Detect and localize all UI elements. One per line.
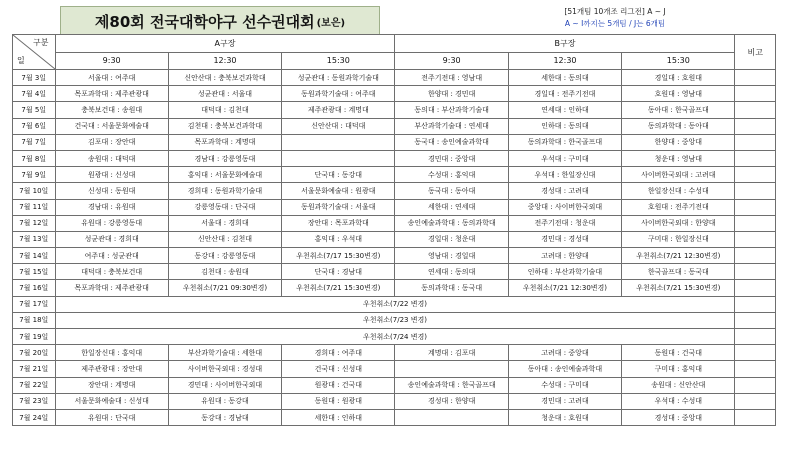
match-cell: 유원대 : 강릉영동대 bbox=[55, 215, 168, 231]
date-cell: 7월 11일 bbox=[13, 199, 56, 215]
match-cell: 한양대 : 경민대 bbox=[395, 86, 508, 102]
remarks-cell bbox=[735, 345, 776, 361]
match-cell: 경일대 : 청운대 bbox=[395, 231, 508, 247]
match-cell: 우석대 : 구미대 bbox=[508, 150, 621, 166]
match-cell: 장안대 : 목포과학대 bbox=[282, 215, 395, 231]
match-cell: 신안산대 : 김천대 bbox=[168, 231, 281, 247]
match-cell: 건국대 : 서울문화예술대 bbox=[55, 118, 168, 134]
time-header: 9:30 bbox=[395, 52, 508, 70]
match-cell: 경성대 : 한양대 bbox=[395, 393, 508, 409]
match-cell: 호원대 : 전주기전대 bbox=[622, 199, 735, 215]
match-cell: 서울대 : 여주대 bbox=[55, 70, 168, 86]
time-header: 12:30 bbox=[508, 52, 621, 70]
match-cell: 원광대 : 건국대 bbox=[282, 377, 395, 393]
match-cell: 성균관대 : 서울대 bbox=[168, 86, 281, 102]
match-cell: 홍익대 : 서울문화예술대 bbox=[168, 167, 281, 183]
match-cell: 목포과학대 : 제주관광대 bbox=[55, 280, 168, 296]
match-cell: 경일대 : 전주기전대 bbox=[508, 86, 621, 102]
time-header: 15:30 bbox=[282, 52, 395, 70]
schedule-table bbox=[12, 34, 776, 426]
table-row bbox=[13, 199, 776, 215]
match-cell: 동원대 : 건국대 bbox=[622, 345, 735, 361]
table-row bbox=[13, 345, 776, 361]
match-cell: 청운대 : 영남대 bbox=[622, 150, 735, 166]
match-cell: 한일장신대 : 홍익대 bbox=[55, 345, 168, 361]
match-cell: 동국대 : 동아대 bbox=[395, 183, 508, 199]
date-cell: 7월 9일 bbox=[13, 167, 56, 183]
match-cell: 강릉영동대 : 단국대 bbox=[168, 199, 281, 215]
match-cell: 성균관대 : 동원과학기술대 bbox=[282, 70, 395, 86]
remarks-cell bbox=[735, 102, 776, 118]
league-note: [51개팀 10개조 리그전] A ~ J bbox=[564, 7, 666, 16]
remarks-cell bbox=[735, 183, 776, 199]
match-cell: 서울문화예술대 : 원광대 bbox=[282, 183, 395, 199]
match-cell: 인하대 : 동의대 bbox=[508, 118, 621, 134]
match-cell: 부산과학기술대 : 세한대 bbox=[168, 345, 281, 361]
remarks-cell bbox=[735, 70, 776, 86]
date-cell: 7월 6일 bbox=[13, 118, 56, 134]
match-cell: 장안대 : 계명대 bbox=[55, 377, 168, 393]
match-cell: 구미대 : 홍익대 bbox=[622, 361, 735, 377]
match-cell: 한국골프대 : 동국대 bbox=[622, 264, 735, 280]
remarks-cell bbox=[735, 215, 776, 231]
date-cell: 7월 14일 bbox=[13, 248, 56, 264]
match-cell: 서울대 : 경희대 bbox=[168, 215, 281, 231]
match-cell: 유원대 : 동강대 bbox=[168, 393, 281, 409]
match-cell: 송원대 : 대덕대 bbox=[55, 150, 168, 166]
match-cell: 여주대 : 성균관대 bbox=[55, 248, 168, 264]
table-row bbox=[13, 361, 776, 377]
match-cell: 제주관광대 : 장안대 bbox=[55, 361, 168, 377]
table-row bbox=[13, 377, 776, 393]
match-cell: 동국대 : 송인예술과학대 bbox=[395, 134, 508, 150]
match-cell: 동원과학기술대 : 여주대 bbox=[282, 86, 395, 102]
match-cell: 전주기전대 : 영남대 bbox=[395, 70, 508, 86]
match-cell: 인하대 : 부산과학기술대 bbox=[508, 264, 621, 280]
match-cell: 수성대 : 홍익대 bbox=[395, 167, 508, 183]
match-cell: 동의과학대 : 동아대 bbox=[622, 118, 735, 134]
table-row bbox=[13, 183, 776, 199]
match-cell: 동원과학기술대 : 서울대 bbox=[282, 199, 395, 215]
match-cell: 충북보건대 : 송원대 bbox=[55, 102, 168, 118]
match-cell: 부산과학기술대 : 연세대 bbox=[395, 118, 508, 134]
date-cell: 7월 18일 bbox=[13, 312, 56, 328]
date-cell: 7월 3일 bbox=[13, 70, 56, 86]
remarks-cell bbox=[735, 393, 776, 409]
match-cell: 청운대 : 호원대 bbox=[508, 409, 621, 425]
table-row bbox=[13, 118, 776, 134]
rain-cancel-cell: 우천취소(7/22 변경) bbox=[55, 296, 735, 312]
match-cell: 구미대 : 한일장신대 bbox=[622, 231, 735, 247]
match-cell: 경일대 : 호원대 bbox=[622, 70, 735, 86]
match-cell bbox=[282, 134, 395, 150]
match-cell bbox=[282, 150, 395, 166]
match-cell: 중앙대 : 사이버한국외대 bbox=[508, 199, 621, 215]
table-row bbox=[13, 150, 776, 166]
match-cell: 단국대 : 경남대 bbox=[282, 264, 395, 280]
match-cell: 우천취소(7/21 09:30변경) bbox=[168, 280, 281, 296]
title-suffix: (보은) bbox=[316, 17, 346, 29]
match-cell: 연세대 : 동의대 bbox=[395, 264, 508, 280]
match-cell: 동의과학대 : 동국대 bbox=[395, 280, 508, 296]
match-cell: 우천취소(7/21 15:30변경) bbox=[622, 280, 735, 296]
match-cell: 경성대 : 고려대 bbox=[508, 183, 621, 199]
time-header: 9:30 bbox=[55, 52, 168, 70]
date-cell: 7월 19일 bbox=[13, 329, 56, 345]
match-cell: 우천취소(7/21 12:30변경) bbox=[508, 280, 621, 296]
time-header: 12:30 bbox=[168, 52, 281, 70]
match-cell: 동강대 : 강릉영동대 bbox=[168, 248, 281, 264]
table-row bbox=[13, 248, 776, 264]
match-cell: 우석대 : 수성대 bbox=[622, 393, 735, 409]
match-cell: 영남대 : 경일대 bbox=[395, 248, 508, 264]
remarks-cell bbox=[735, 409, 776, 425]
page-title bbox=[60, 6, 380, 36]
match-cell: 경민대 : 중앙대 bbox=[395, 150, 508, 166]
match-cell: 송원대 : 신안산대 bbox=[622, 377, 735, 393]
remarks-cell bbox=[735, 134, 776, 150]
date-cell: 7월 16일 bbox=[13, 280, 56, 296]
date-cell: 7월 10일 bbox=[13, 183, 56, 199]
remarks-cell bbox=[735, 264, 776, 280]
match-cell: 호원대 : 영남대 bbox=[622, 86, 735, 102]
time-header-row bbox=[13, 52, 776, 70]
match-cell: 우천취소(7/21 12:30변경) bbox=[622, 248, 735, 264]
match-cell: 동의대 : 부산과학기술대 bbox=[395, 102, 508, 118]
venue-a-header: A구장 bbox=[55, 35, 395, 53]
table-row bbox=[13, 215, 776, 231]
remarks-cell bbox=[735, 118, 776, 134]
table-row bbox=[13, 134, 776, 150]
date-cell: 7월 7일 bbox=[13, 134, 56, 150]
table-row bbox=[13, 393, 776, 409]
date-cell: 7월 13일 bbox=[13, 231, 56, 247]
date-cell: 7월 5일 bbox=[13, 102, 56, 118]
match-cell: 고려대 : 한양대 bbox=[508, 248, 621, 264]
table-row bbox=[13, 86, 776, 102]
date-cell: 7월 12일 bbox=[13, 215, 56, 231]
match-cell: 유원대 : 단국대 bbox=[55, 409, 168, 425]
remarks-cell bbox=[735, 361, 776, 377]
date-cell: 7월 8일 bbox=[13, 150, 56, 166]
table-row bbox=[13, 312, 776, 328]
date-cell: 7월 24일 bbox=[13, 409, 56, 425]
venue-b-header: B구장 bbox=[395, 35, 735, 53]
match-cell: 고려대 : 중앙대 bbox=[508, 345, 621, 361]
match-cell bbox=[395, 409, 508, 425]
match-cell: 홍익대 : 우석대 bbox=[282, 231, 395, 247]
match-cell: 송인예술과학대 : 한국골프대 bbox=[395, 377, 508, 393]
match-cell: 김천대 : 충북보건과학대 bbox=[168, 118, 281, 134]
remarks-cell bbox=[735, 329, 776, 345]
match-cell: 성균관대 : 경희대 bbox=[55, 231, 168, 247]
table-row bbox=[13, 409, 776, 425]
match-cell: 경남대 : 강릉영동대 bbox=[168, 150, 281, 166]
match-cell: 전주기전대 : 청운대 bbox=[508, 215, 621, 231]
date-cell: 7월 17일 bbox=[13, 296, 56, 312]
match-cell: 사이버한국외대 : 한양대 bbox=[622, 215, 735, 231]
remarks-cell bbox=[735, 167, 776, 183]
team-count-note: A ~ I까지는 5개팀 / J는 6개팀 bbox=[564, 19, 666, 28]
match-cell: 경민대 : 경성대 bbox=[508, 231, 621, 247]
remarks-header: 비고 bbox=[735, 35, 776, 70]
match-cell: 대덕대 : 충북보건대 bbox=[55, 264, 168, 280]
remarks-cell bbox=[735, 150, 776, 166]
table-row bbox=[13, 296, 776, 312]
table-row bbox=[13, 280, 776, 296]
match-cell: 세한대 : 연세대 bbox=[395, 199, 508, 215]
match-cell: 김천대 : 송원대 bbox=[168, 264, 281, 280]
match-cell: 서울문화예술대 : 신성대 bbox=[55, 393, 168, 409]
match-cell: 건국대 : 신성대 bbox=[282, 361, 395, 377]
date-cell: 7월 21일 bbox=[13, 361, 56, 377]
match-cell: 경희대 : 동원과학기술대 bbox=[168, 183, 281, 199]
match-cell: 신안산대 : 대덕대 bbox=[282, 118, 395, 134]
match-cell: 수성대 : 구미대 bbox=[508, 377, 621, 393]
match-cell: 동의과학대 : 한국골프대 bbox=[508, 134, 621, 150]
match-cell: 경민대 : 고려대 bbox=[508, 393, 621, 409]
match-cell: 사이버한국외대 : 고려대 bbox=[622, 167, 735, 183]
match-cell: 한양대 : 중앙대 bbox=[622, 134, 735, 150]
remarks-cell bbox=[735, 231, 776, 247]
match-cell: 신성대 : 동원대 bbox=[55, 183, 168, 199]
match-cell: 연세대 : 인하대 bbox=[508, 102, 621, 118]
match-cell: 동강대 : 경남대 bbox=[168, 409, 281, 425]
corner-label-day: 일 bbox=[17, 56, 25, 65]
schedule-body bbox=[13, 70, 776, 426]
match-cell: 경성대 : 중앙대 bbox=[622, 409, 735, 425]
match-cell: 원광대 : 신성대 bbox=[55, 167, 168, 183]
table-row bbox=[13, 264, 776, 280]
table-row bbox=[13, 231, 776, 247]
table-row bbox=[13, 329, 776, 345]
remarks-cell bbox=[735, 248, 776, 264]
match-cell: 세한대 : 동의대 bbox=[508, 70, 621, 86]
match-cell bbox=[395, 361, 508, 377]
time-header: 15:30 bbox=[622, 52, 735, 70]
title-text: 제80회 전국대학야구 선수권대회 bbox=[94, 12, 315, 31]
date-cell: 7월 20일 bbox=[13, 345, 56, 361]
venue-header-row bbox=[13, 35, 776, 53]
remarks-cell bbox=[735, 312, 776, 328]
match-cell: 신안산대 : 충북보건과학대 bbox=[168, 70, 281, 86]
corner-header bbox=[13, 35, 56, 70]
remarks-cell bbox=[735, 377, 776, 393]
match-cell: 대덕대 : 김천대 bbox=[168, 102, 281, 118]
remarks-cell bbox=[735, 199, 776, 215]
match-cell: 사이버한국외대 : 경성대 bbox=[168, 361, 281, 377]
table-row bbox=[13, 102, 776, 118]
date-cell: 7월 4일 bbox=[13, 86, 56, 102]
match-cell: 경민대 : 사이버한국외대 bbox=[168, 377, 281, 393]
match-cell: 동아대 : 송인예술과학대 bbox=[508, 361, 621, 377]
match-cell: 우천취소(7/21 15:30변경) bbox=[282, 280, 395, 296]
match-cell: 동아대 : 한국골프대 bbox=[622, 102, 735, 118]
match-cell: 동원대 : 원광대 bbox=[282, 393, 395, 409]
match-cell: 경남대 : 유원대 bbox=[55, 199, 168, 215]
rain-cancel-cell: 우천취소(7/23 변경) bbox=[55, 312, 735, 328]
table-row bbox=[13, 167, 776, 183]
match-cell: 한일장신대 : 수성대 bbox=[622, 183, 735, 199]
match-cell: 계명대 : 김포대 bbox=[395, 345, 508, 361]
date-cell: 7월 23일 bbox=[13, 393, 56, 409]
date-cell: 7월 15일 bbox=[13, 264, 56, 280]
remarks-cell bbox=[735, 86, 776, 102]
match-cell: 단국대 : 동강대 bbox=[282, 167, 395, 183]
remarks-cell bbox=[735, 280, 776, 296]
remarks-cell bbox=[735, 296, 776, 312]
corner-label-category: 구분 bbox=[33, 38, 49, 47]
match-cell: 우석대 : 한일장신대 bbox=[508, 167, 621, 183]
match-cell: 송인예술과학대 : 동의과학대 bbox=[395, 215, 508, 231]
match-cell: 목포과학대 : 제주관광대 bbox=[55, 86, 168, 102]
match-cell: 경희대 : 여주대 bbox=[282, 345, 395, 361]
match-cell: 우천취소(7/17 15:30변경) bbox=[282, 248, 395, 264]
match-cell: 세한대 : 인하대 bbox=[282, 409, 395, 425]
match-cell: 목포과학대 : 계명대 bbox=[168, 134, 281, 150]
date-cell: 7월 22일 bbox=[13, 377, 56, 393]
rain-cancel-cell: 우천취소(7/24 변경) bbox=[55, 329, 735, 345]
table-row bbox=[13, 70, 776, 86]
match-cell: 김포대 : 장안대 bbox=[55, 134, 168, 150]
match-cell: 제주관광대 : 계명대 bbox=[282, 102, 395, 118]
